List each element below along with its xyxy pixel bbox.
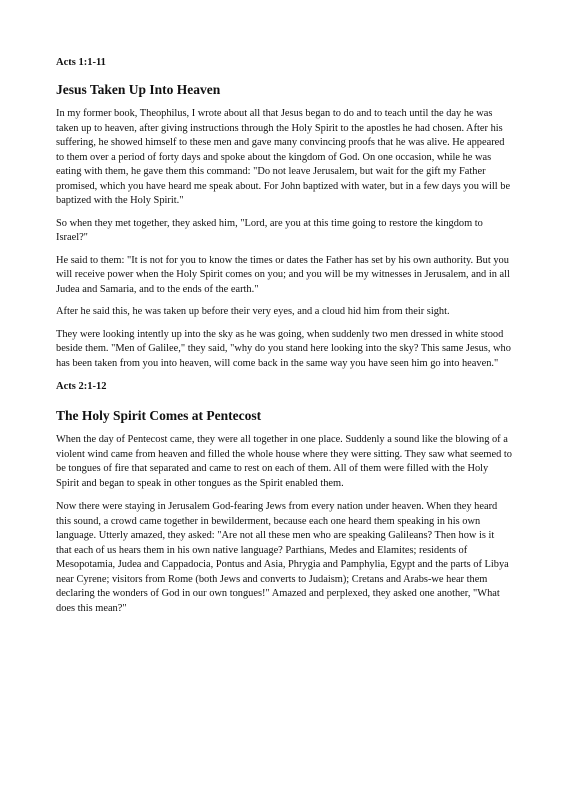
section-2-reference: Acts 2:1-12 bbox=[56, 381, 107, 392]
section-1-paragraph: So when they met together, they asked him, "Lord, are you at this time going to restore the kingdom to Israel?" bbox=[56, 217, 483, 243]
section-1-title: Jesus Taken Up Into Heaven bbox=[56, 82, 221, 97]
section-1-paragraph: He said to them: "It is not for you to know the times or dates the Father has set by his own authority. But you will receive power when the Holy Spirit comes on you; and you will be my witnesses in Jerusalem, and in all Judea and Samaria, and to the ends of the earth." bbox=[56, 254, 510, 295]
section-2-paragraph: Now there were staying in Jerusalem God-fearing Jews from every nation under heaven. When they heard this sound, a crowd came together in bewilderment, because each one heard them speaking in his own language. Utterly amazed, they asked: "Are not all these men who are speaking Galileans? Then how is it that each of us hears them in his own native language? Parthians, Medes and Elamites; residents of Mesopotamia, Judea and Cappadocia, Pontus and Asia, Phrygia and Pamphylia, Egypt and the parts of Libya near Cyrene; visitors from Rome (both Jews and converts to Judaism); Cretans and Arabs-we hear them declaring the wonders of God in our own tongues!" Amazed and perplexed, they asked one another, "What does this mean?" bbox=[56, 501, 509, 614]
section-1-reference: Acts 1:1-11 bbox=[56, 57, 106, 68]
section-1-paragraph: They were looking intently up into the sky as he was going, when suddenly two men dressed in white stood beside them. "Men of Galilee," they said, "why do you stand here looking into the sky? This same Jesus, who has been taken from you into heaven, will come back in the same way you have seen him go into heaven." bbox=[56, 328, 511, 369]
section-1-paragraph: After he said this, he was taken up before their very eyes, and a cloud hid him from their sight. bbox=[56, 306, 450, 317]
section-2-title: The Holy Spirit Comes at Pentecost bbox=[56, 408, 262, 423]
section-2-paragraph: When the day of Pentecost came, they were all together in one place. Suddenly a sound like the blowing of a violent wind came from heaven and filled the whole house where they were sitting. They saw what seemed to be tongues of fire that separated and came to rest on each of them. All of them were filled with the Holy Spirit and began to speak in other tongues as the Spirit enabled them. bbox=[56, 434, 512, 489]
section-1-paragraph: In my former book, Theophilus, I wrote about all that Jesus began to do and to teach until the day he was taken up to heaven, after giving instructions through the Holy Spirit to the apostles he had chosen. After his suffering, he showed himself to these men and gave many convincing proofs that he was alive. He appeared to them over a period of forty days and spoke about the kingdom of God. On one occasion, while he was eating with them, he gave them this command: "Do not leave Jerusalem, but wait for the gift my Father promised, which you have heard me speak about. For John baptized with water, but in a few days you will be baptized with the Holy Spirit." bbox=[56, 108, 511, 206]
document-page bbox=[56, 50, 512, 616]
